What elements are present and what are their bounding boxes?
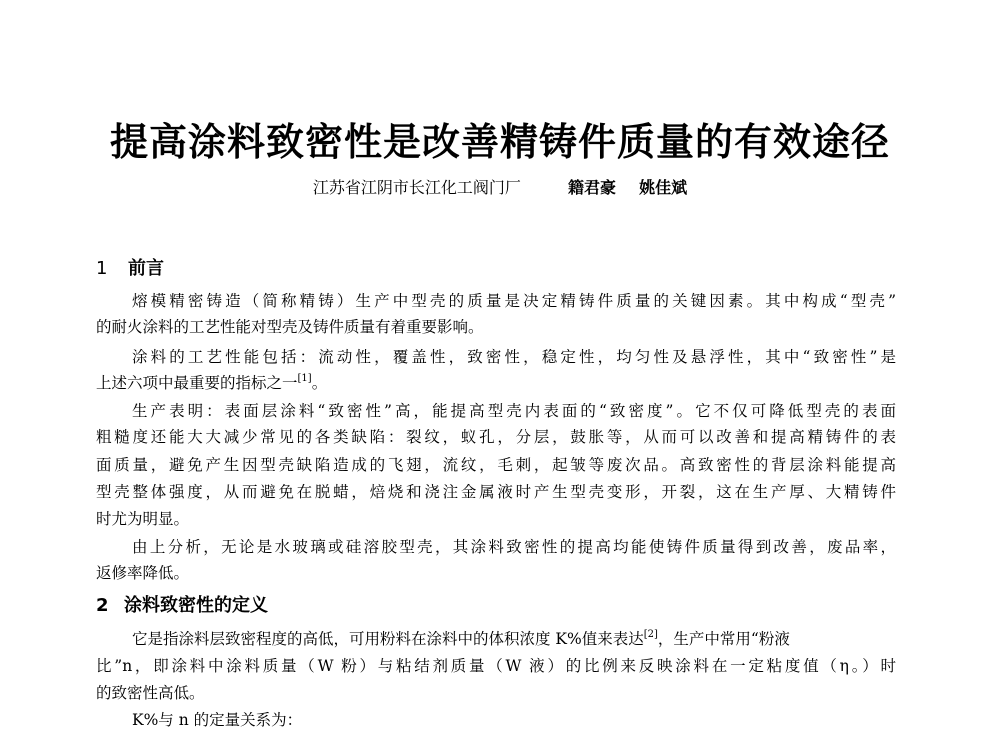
paragraph-line: 涂料的工艺性能包括：流动性，覆盖性，致密性，稳定性，均匀性及悬浮性，其中“致密性”是 (132, 348, 896, 366)
paragraph-line (96, 370, 896, 396)
line-text: 它是指涂料层致密程度的高低，可用粉料在涂料中的体积浓度 K%值来表达 (132, 630, 644, 648)
paragraph-line: 粗糙度还能大大减少常见的各类缺陷：裂纹，蚁孔，分层，鼓胀等，从而可以改善和提高精铸件的表 (96, 428, 896, 446)
line-text: ，生产中常用“粉液 (657, 630, 790, 648)
paragraph-line: 型壳整体强度，从而避免在脱蜡，焙烧和浇注金属液时产生型壳变形，开裂，这在生产厚、大精铸件 (96, 483, 896, 501)
paragraph-line (132, 626, 896, 652)
line-text: 上述六项中最重要的指标之一 (96, 374, 298, 392)
line-text: 。 (311, 374, 328, 392)
author-affiliation: 江苏省江阴市长江化工阀门厂 (312, 178, 521, 197)
citation-ref: [2] (643, 629, 658, 640)
citation-ref: [1] (297, 373, 312, 384)
paragraph-line: 的致密性高低。 (96, 684, 205, 702)
author-name: 籍君豪 (567, 178, 616, 197)
paragraph-line: 由上分析，无论是水玻璃或硅溶胶型壳，其涂料致密性的提高均能使铸件质量得到改善，废品率， (132, 538, 896, 556)
paragraph-line: 生产表明：表面层涂料“致密性”高，能提高型壳内表面的“致密度”。它不仅可降低型壳的表面 (132, 402, 896, 420)
paragraph-line: 熔模精密铸造（简称精铸）生产中型壳的质量是决定精铸件质量的关键因素。其中构成“型壳” (132, 292, 896, 310)
paragraph-line: K%与 n 的定量关系为： (132, 711, 303, 729)
byline (0, 176, 1000, 200)
paragraph-line: 的耐火涂料的工艺性能对型壳及铸件质量有着重要影响。 (96, 318, 484, 336)
section-number: 2 (96, 595, 109, 616)
section-heading (96, 593, 268, 619)
paragraph-line: 面质量，避免产生因型壳缺陷造成的飞翅，流纹，毛刺，起皱等废次品。高致密性的背层涂料能提高 (96, 456, 896, 474)
section-number: 1 (96, 258, 108, 279)
section-heading (96, 256, 164, 282)
paragraph-line: 比”n，即涂料中涂料质量（W 粉）与粘结剂质量（W 液）的比例来反映涂料在一定粘度值（η。）时 (96, 657, 896, 675)
author-name: 姚佳斌 (639, 178, 688, 197)
section-title: 前言 (128, 258, 164, 279)
section-title: 涂料致密性的定义 (124, 595, 268, 616)
paragraph-line: 时尤为明显。 (96, 510, 190, 528)
paragraph-line: 返修率降低。 (96, 564, 190, 582)
paper-title: 提高涂料致密性是改善精铸件质量的有效途径 (109, 120, 890, 164)
